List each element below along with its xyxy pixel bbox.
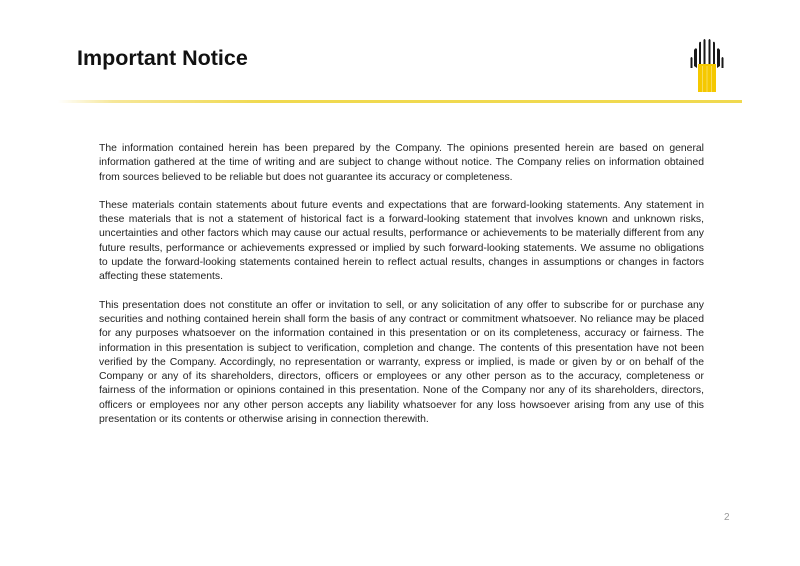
notice-body (99, 142, 704, 441)
notice-paragraph-3: This presentation does not constitute an offer or invitation to sell, or any solicitation of any offer to subscribe for or purchase any securities and nothing contained herein shall form the basis of any contract or commitment whatsoever. No reliance may be placed for any purposes whatsoever on the information contained in this presentation or on its completeness, accuracy or fairness. The information in this presentation is subject to verification, completion and change. The contents of this presentation have not been verified by the Company. Accordingly, no representation or warranty, express or implied, is made or given by or on behalf of the Company or any of its shareholders, directors, officers or employees or any other person as to the accuracy, completeness or fairness of the information or opinions contained in this presentation. None of the Company nor any of its shareholders, directors, officers or employees nor any other person accepts any liability whatsoever for any loss howsoever arising from any use of this presentation or its contents or otherwise arising in connection therewith. (99, 299, 704, 426)
notice-paragraph-2: These materials contain statements about future events and expectations that are forward-looking statements. Any statement in these materials that is not a statement of historical fact is a forward-looking statement that involves known and unknown risks, uncertainties and other factors which may cause our actual results, performance or achievements to be materially different from any future results, performance or achievements expressed or implied by such forward-looking statements. We assume no obligations to update the forward-looking statements contained herein to reflect actual results, changes in assumptions or changes in factors affecting these statements. (99, 199, 704, 283)
company-emblem-icon (689, 38, 725, 92)
header-divider (58, 100, 742, 103)
page-number: 2 (724, 512, 730, 523)
notice-paragraph-1: The information contained herein has been prepared by the Company. The opinions presented herein are based on general information gathered at the time of writing and are subject to change without notice. The Company relies on information obtained from sources believed to be reliable but does not guarantee its accuracy or completeness. (99, 143, 704, 183)
logo-black-strokes (691, 39, 724, 68)
page-title: Important Notice (77, 46, 248, 70)
